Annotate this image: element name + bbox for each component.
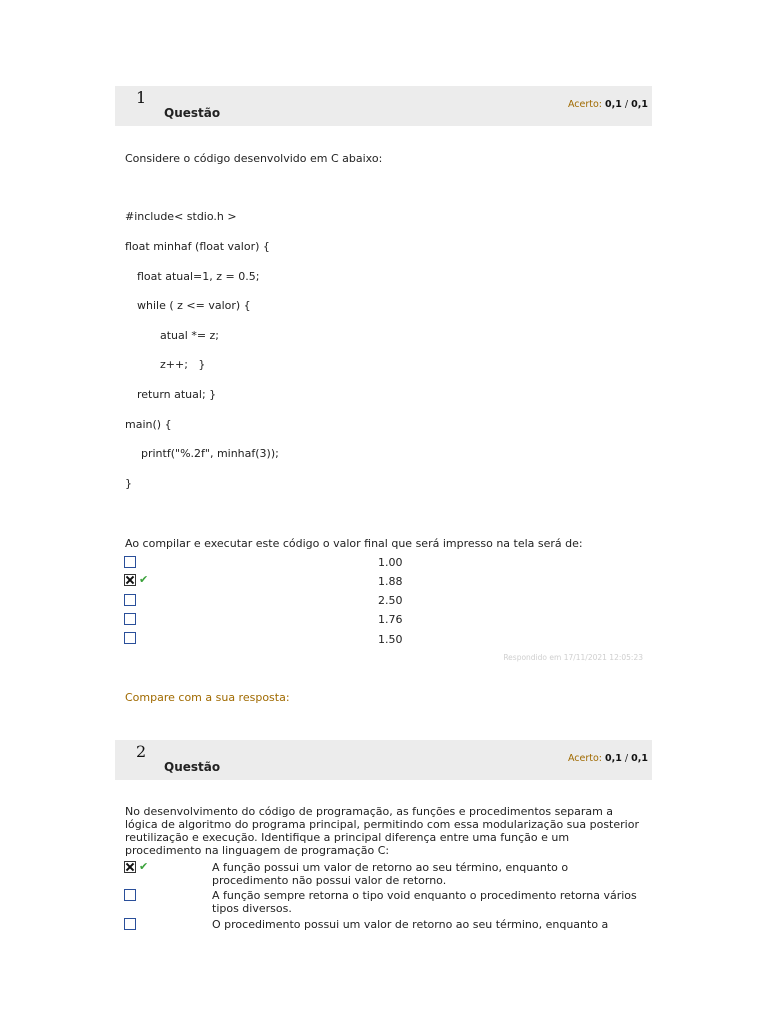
option-line: A função possui um valor de retorno ao seu término, enquanto o — [212, 861, 569, 874]
code-line: printf("%.2f", minhaf(3)); — [141, 447, 279, 460]
question-2-intro — [125, 805, 639, 857]
option-checkbox-checked[interactable] — [124, 861, 136, 873]
code-line: while ( z <= valor) { — [137, 299, 251, 312]
score-prefix: Acerto: — [567, 753, 603, 764]
option-checkbox[interactable] — [124, 632, 136, 644]
code-line: return atual; } — [137, 388, 217, 401]
option-label — [212, 889, 637, 915]
check-icon: ✔ — [139, 573, 149, 586]
question-1-intro: Considere o código desenvolvido em C abaixo: — [125, 152, 383, 165]
score-got: 0,1 — [605, 99, 622, 110]
code-line: float minhaf (float valor) { — [125, 240, 270, 253]
option-label: 1.50 — [378, 633, 403, 646]
code-line: atual *= z; — [160, 329, 220, 342]
intro-line: reutilização e execução. Identifique a principal diferença entre uma função e um — [125, 831, 570, 844]
score-prefix: Acerto: — [567, 99, 603, 110]
score-got: 0,1 — [605, 753, 622, 764]
question-number: 2 — [136, 742, 147, 761]
option-line: A função sempre retorna o tipo void enquanto o procedimento retorna vários — [212, 889, 637, 902]
score-sep: / — [624, 99, 629, 110]
option-label — [212, 861, 568, 887]
score-total: 0,1 — [631, 753, 648, 764]
intro-line: lógica de algoritmo do programa principal, permitindo com essa modularização sua posterior — [125, 818, 639, 831]
code-line: main() { — [125, 418, 172, 431]
question-2-header — [115, 740, 652, 780]
question-1-prompt: Ao compilar e executar este código o valor final que será impresso na tela será de: — [125, 537, 583, 550]
question-1-header — [115, 86, 652, 126]
option-checkbox[interactable] — [124, 918, 136, 930]
option-checkbox[interactable] — [124, 594, 136, 606]
option-line: procedimento não possui valor de retorno. — [212, 874, 447, 887]
option-line: O procedimento possui um valor de retorno ao seu término, enquanto a — [212, 918, 609, 931]
score — [568, 753, 648, 764]
score-total: 0,1 — [631, 99, 648, 110]
intro-line: No desenvolvimento do código de programação, as funções e procedimentos separam a — [125, 805, 614, 818]
check-icon: ✔ — [139, 860, 149, 873]
option-label: 1.88 — [378, 575, 403, 588]
code-line: float atual=1, z = 0.5; — [137, 270, 260, 283]
option-label — [212, 918, 608, 931]
score-sep: / — [624, 753, 629, 764]
option-checkbox[interactable] — [124, 556, 136, 568]
question-label: Questão — [164, 760, 221, 774]
code-line: #include< stdio.h > — [125, 210, 237, 223]
option-checkbox-checked[interactable] — [124, 574, 136, 586]
compare-link[interactable]: Compare com a sua resposta: — [125, 691, 290, 704]
option-label: 1.76 — [378, 613, 403, 626]
intro-line: procedimento na linguagem de programação C: — [125, 844, 390, 857]
option-line: tipos diversos. — [212, 902, 292, 915]
question-label: Questão — [164, 106, 221, 120]
option-checkbox[interactable] — [124, 889, 136, 901]
option-label: 1.00 — [378, 556, 403, 569]
code-line: z++; } — [160, 358, 206, 371]
option-label: 2.50 — [378, 594, 403, 607]
code-line: } — [125, 477, 132, 490]
score — [568, 99, 648, 110]
answered-timestamp: Respondido em 17/11/2021 12:05:23 — [503, 653, 643, 662]
option-checkbox[interactable] — [124, 613, 136, 625]
question-number: 1 — [136, 88, 147, 107]
